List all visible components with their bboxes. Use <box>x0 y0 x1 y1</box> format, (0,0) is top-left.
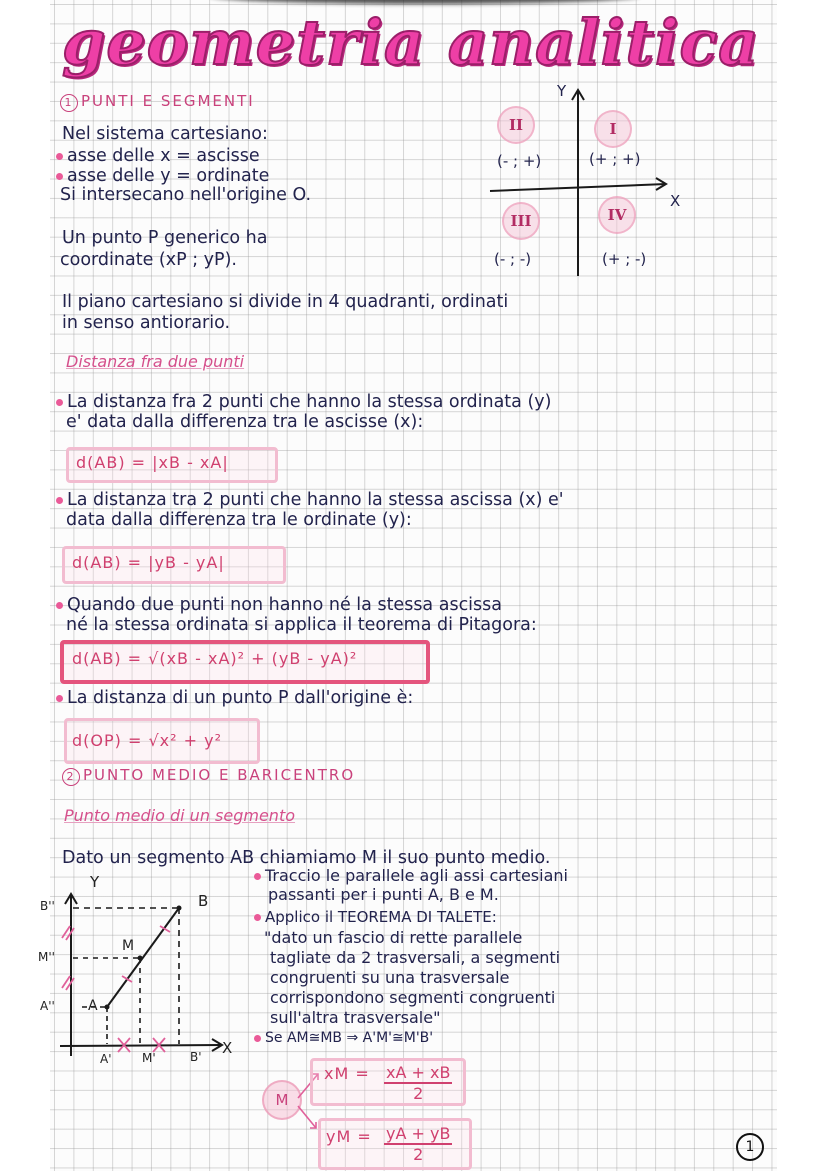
bullet-parallels-text: Traccio le parallele agli assi cartesiani <box>265 866 568 885</box>
midpoint-intro: Dato un segmento AB chiamiamo M il suo punto medio. <box>62 848 551 868</box>
section-1-heading <box>60 92 255 112</box>
xm-lhs: xM = <box>324 1064 370 1083</box>
quadrant-2-badge: II <box>497 106 535 144</box>
formula-1: d(AB) = |xB - xA| <box>76 453 229 472</box>
formula-2: d(AB) = |yB - yA| <box>72 553 225 572</box>
point-m-label: M <box>122 938 135 954</box>
midpoint-subheading: Punto medio di un segmento <box>64 806 296 825</box>
bullet-congruence <box>254 1030 433 1046</box>
bullet-dot <box>56 695 63 702</box>
page-number: 1 <box>736 1133 764 1161</box>
intro-line: Nel sistema cartesiano: <box>62 124 268 144</box>
xm-numerator: xA + xB <box>386 1063 451 1082</box>
section-number-badge: 1 <box>60 94 78 112</box>
quadrants-text-2: in senso antiorario. <box>62 313 231 333</box>
quadrant-4-signs: (+ ; -) <box>602 250 647 268</box>
diagram-y-label: Y <box>90 873 100 891</box>
intro-bullet-y <box>56 166 269 186</box>
section-number-badge: 2 <box>62 768 80 786</box>
y-axis-label: Y <box>557 82 567 100</box>
section-1-heading-text: PUNTI E SEGMENTI <box>81 92 255 110</box>
thales-quote-5: sull'altra trasversale" <box>270 1008 441 1027</box>
quadrants-text-1: Il piano cartesiano si divide in 4 quadranti, ordinati <box>62 292 509 312</box>
section-2-heading <box>62 766 355 786</box>
bullet-dot <box>254 1035 261 1042</box>
quadrant-4-badge: IV <box>598 196 636 234</box>
thales-quote-3: congruenti su una trasversale <box>270 968 510 987</box>
section-2-heading-text: PUNTO MEDIO E BARICENTRO <box>83 766 356 784</box>
formula-3: d(AB) = √(xB - xA)² + (yB - yA)² <box>72 649 358 668</box>
bullet-thales <box>254 908 497 926</box>
bullet-dot <box>254 914 261 921</box>
bullet-dot <box>56 497 63 504</box>
rule-1-line-1 <box>56 392 551 412</box>
point-b-label: B <box>198 892 209 910</box>
distance-subheading: Distanza fra due punti <box>66 352 245 371</box>
point-a-label: A <box>88 998 98 1014</box>
rule-2-line-1 <box>56 490 564 510</box>
ym-numerator: yA + yB <box>386 1124 451 1143</box>
y-tick-m: M'' <box>38 950 55 964</box>
rule-3-line-1 <box>56 595 502 615</box>
midpoint-axes <box>40 870 240 1060</box>
page-title: geometria analitica <box>62 6 760 79</box>
ym-fraction <box>384 1124 452 1164</box>
rule-2-line-2: data dalla differenza tra le ordinate (y): <box>66 510 412 530</box>
diagram-x-label: X <box>222 1039 233 1057</box>
bullet-dot <box>254 873 261 880</box>
bullet-dot <box>56 173 63 180</box>
bullet-dot <box>56 153 63 160</box>
y-tick-b: B'' <box>40 899 55 913</box>
intro-bullet-x <box>56 146 260 166</box>
formula-4: d(OP) = √x² + y² <box>72 731 222 750</box>
thales-quote-4: corrispondono segmenti congruenti <box>270 988 556 1007</box>
quadrant-1-signs: (+ ; +) <box>589 150 641 168</box>
point-def-line-2: coordinate (xP ; yP). <box>60 250 237 270</box>
quadrant-1-badge: I <box>594 110 632 148</box>
intro-bullet-x-text: asse delle x = ascisse <box>67 146 260 166</box>
intro-bullet-y-text: asse delle y = ordinate <box>67 166 270 186</box>
x-tick-b: B' <box>190 1050 202 1064</box>
rule-1-line-2: e' data dalla differenza tra le ascisse (x): <box>66 412 424 432</box>
quadrant-3-signs: (- ; -) <box>494 250 532 268</box>
intro-origin-line: Si intersecano nell'origine O. <box>60 185 312 205</box>
rule-4-line <box>56 688 413 708</box>
rule-4-text: La distanza di un punto P dall'origine è: <box>67 688 414 708</box>
bullet-parallels-2: passanti per i punti A, B e M. <box>268 885 499 904</box>
ym-lhs: yM = <box>326 1127 372 1146</box>
rule-1-text: La distanza fra 2 punti che hanno la stessa ordinata (y) <box>67 392 552 412</box>
bullet-dot <box>56 399 63 406</box>
rule-3-text: Quando due punti non hanno né la stessa ascissa <box>67 595 503 615</box>
x-tick-m: M' <box>142 1051 156 1065</box>
bullet-parallels-1 <box>254 866 568 885</box>
ym-denominator: 2 <box>413 1145 424 1164</box>
quadrant-2-signs: (- ; +) <box>497 152 542 170</box>
xm-fraction <box>384 1063 452 1103</box>
point-def-line-1: Un punto P generico ha <box>62 228 268 248</box>
bullet-thales-text: Applico il TEOREMA DI TALETE: <box>265 908 497 926</box>
thales-quote-1: "dato un fascio di rette parallele <box>264 928 523 947</box>
rule-3-line-2: né la stessa ordinata si applica il teorema di Pitagora: <box>66 615 537 635</box>
bullet-congruence-text: Se AM≅MB ⇒ A'M'≅M'B' <box>265 1030 434 1046</box>
y-tick-a: A'' <box>40 999 55 1013</box>
x-axis-label: X <box>670 192 681 210</box>
thales-quote-2: tagliate da 2 trasversali, a segmenti <box>270 948 561 967</box>
x-tick-a: A' <box>100 1052 112 1066</box>
xm-denominator: 2 <box>413 1084 424 1103</box>
midpoint-m-badge: M <box>262 1080 302 1120</box>
bullet-dot <box>56 602 63 609</box>
rule-2-text: La distanza tra 2 punti che hanno la stessa ascissa (x) e' <box>67 490 564 510</box>
quadrant-3-badge: III <box>502 202 540 240</box>
